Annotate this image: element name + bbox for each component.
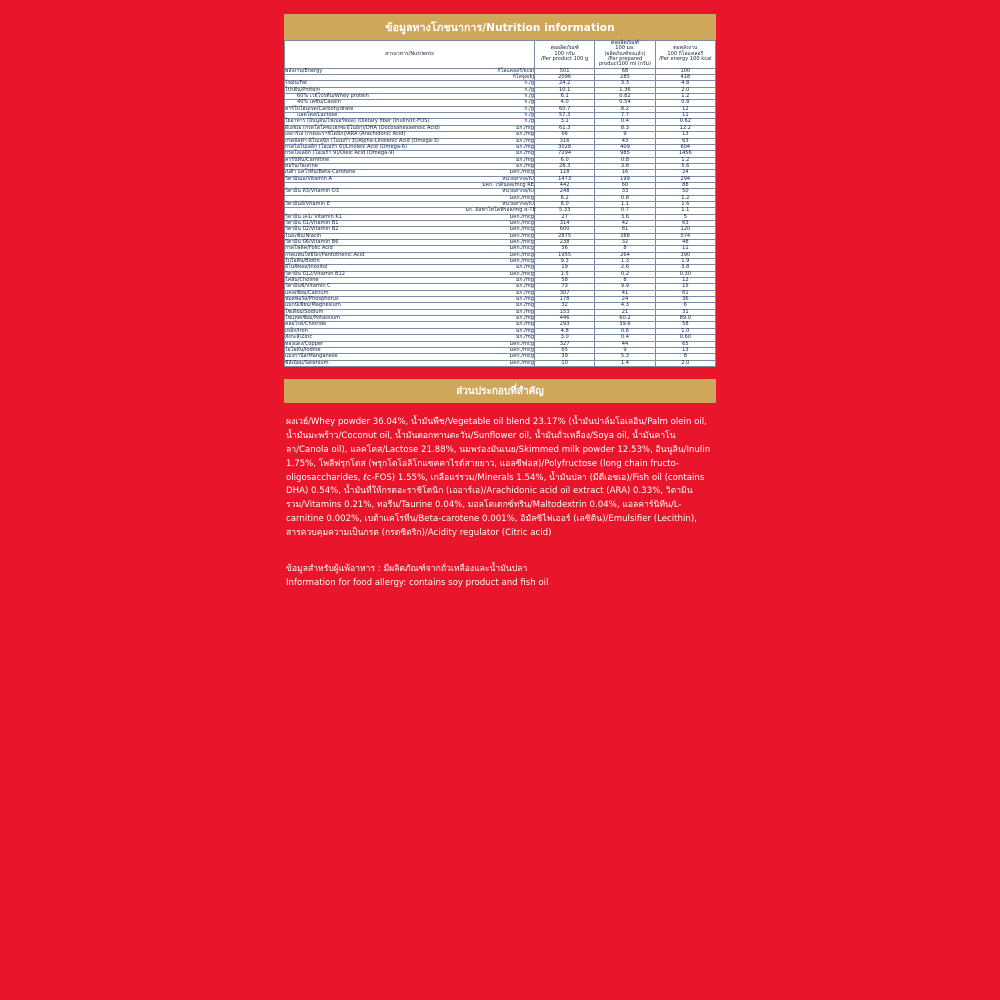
nutrient-value-1: 24.2 bbox=[534, 81, 594, 87]
nutrient-name: เออาร์เอ (กรดอะราชิโดนิก)/ARA (Arachidonic Acid) bbox=[285, 132, 466, 138]
nutrient-value-3: 574 bbox=[655, 233, 715, 239]
nutrient-value-2: 1.36 bbox=[595, 87, 655, 93]
nutrient-value-2: 9 bbox=[595, 347, 655, 353]
nutrient-value-3: 100 bbox=[655, 68, 715, 74]
nutrient-value-1: 66 bbox=[534, 132, 594, 138]
nutrient-value-1: 1473 bbox=[534, 176, 594, 182]
nutrient-value-2: 8 bbox=[595, 278, 655, 284]
nutrient-name: พลังงาน/Energy bbox=[285, 68, 466, 74]
nutrient-value-2: 21 bbox=[595, 309, 655, 315]
nutrient-value-3: 11 bbox=[655, 113, 715, 119]
nutrient-value-1: 56 bbox=[534, 246, 594, 252]
nutrient-unit: ก./g bbox=[466, 106, 535, 112]
col3-line2: 100 กิโลแคลอรี bbox=[667, 50, 704, 57]
nutrient-name: แมกนีเซียม/Magnesium bbox=[285, 303, 466, 309]
nutrient-name: เหล็ก/Iron bbox=[285, 328, 466, 334]
nutrient-value-1: 9.3 bbox=[534, 259, 594, 265]
nutrient-value-2: 264 bbox=[595, 252, 655, 258]
nutrient-value-1: 28.3 bbox=[534, 163, 594, 169]
nutrient-value-2: 0.7 bbox=[595, 208, 655, 214]
nutrient-name: คาร์โบไฮเดรต/Carbohydrate bbox=[285, 106, 466, 112]
nutrient-unit: มก./mg bbox=[466, 163, 535, 169]
nutrient-value-2: 3.3 bbox=[595, 81, 655, 87]
nutrient-name: วิตามิน เค1/ Vitamin K1 bbox=[285, 214, 466, 220]
nutrient-value-2: 0.8 bbox=[595, 195, 655, 201]
nutrient-name: วิตามิน บี12/Vitamin B12 bbox=[285, 271, 466, 277]
nutrient-unit: มคก./mcg bbox=[466, 195, 535, 201]
nutrient-unit: มก./mg bbox=[466, 303, 535, 309]
nutrient-value-2: 2.6 bbox=[595, 265, 655, 271]
nutrient-value-3: 12 bbox=[655, 106, 715, 112]
nutrient-unit: มคก./mcg bbox=[466, 246, 535, 252]
col3-line1: ต่อพลังงาน bbox=[673, 45, 698, 52]
nutrient-unit: มคก./mcg bbox=[466, 233, 535, 239]
nutrient-name: เบต้า แคโรทีน/Beta-Carotene bbox=[285, 170, 466, 176]
nutrient-value-2: 32 bbox=[595, 240, 655, 246]
col1-line1: ต่อผลิตภัณฑ์ bbox=[550, 45, 579, 52]
nutrient-name: ทองแดง/Copper bbox=[285, 341, 466, 347]
nutrient-value-1: 4.0 bbox=[534, 100, 594, 106]
nutrient-value-3: 1.1 bbox=[655, 208, 715, 214]
nutrient-value-2: 8 bbox=[595, 246, 655, 252]
nutrient-value-3: 58 bbox=[655, 322, 715, 328]
nutrient-unit: มก./mg bbox=[466, 297, 535, 303]
nutrient-value-1: 5.33 bbox=[534, 208, 594, 214]
nutrient-value-3: 15 bbox=[655, 284, 715, 290]
nutrient-value-2: 0.2 bbox=[595, 271, 655, 277]
nutrient-value-2: 0.4 bbox=[595, 335, 655, 341]
nutrient-value-3: 8 bbox=[655, 354, 715, 360]
nutrient-value-3: 50 bbox=[655, 189, 715, 195]
nutrient-value-2: 5.3 bbox=[595, 354, 655, 360]
nutrient-value-3: 5 bbox=[655, 214, 715, 220]
nutrient-name: วิตามิน บี6/Vitamin B6 bbox=[285, 240, 466, 246]
nutrient-value-2: 0.8 bbox=[595, 157, 655, 163]
nutrient-name: โปรตีน/Protein bbox=[285, 87, 466, 93]
nutrient-unit: ก./g bbox=[466, 119, 535, 125]
nutrient-value-3: 1.0 bbox=[655, 328, 715, 334]
nutrient-value-2: 81 bbox=[595, 227, 655, 233]
nutrient-value-2: 8.3 bbox=[595, 125, 655, 131]
nutrient-unit: มก./mg bbox=[466, 144, 535, 150]
nutrient-unit: ก./g bbox=[466, 94, 535, 100]
nutrient-value-2: 4.3 bbox=[595, 303, 655, 309]
nutrient-value-3: 1.2 bbox=[655, 157, 715, 163]
nutrient-value-3: 1.6 bbox=[655, 201, 715, 207]
nutrient-unit: มก./mg bbox=[466, 284, 535, 290]
nutrient-name: แลคโตส/Lactose bbox=[285, 113, 466, 119]
nutrient-unit: มก./mg bbox=[466, 132, 535, 138]
nutrient-value-1: 178 bbox=[534, 297, 594, 303]
nutrient-value-2: 42 bbox=[595, 220, 655, 226]
nutrient-value-1: 61.3 bbox=[534, 125, 594, 131]
nutrient-value-3: 12.2 bbox=[655, 125, 715, 131]
nutrient-value-3: 6 bbox=[655, 303, 715, 309]
nutrient-name: ไอโอดีน/Iodine bbox=[285, 347, 466, 353]
nutrient-name: วิตามินอี/Vitamin E bbox=[285, 201, 466, 207]
nutrient-value-3: 5.6 bbox=[655, 163, 715, 169]
nutrient-value-1: 2875 bbox=[534, 233, 594, 239]
nutrient-name: ฟอสฟอรัส/Phosphorus bbox=[285, 297, 466, 303]
nutrient-value-1: 10 bbox=[534, 360, 594, 366]
nutrient-value-1: 248 bbox=[534, 189, 594, 195]
nutrient-unit: มก./mg bbox=[466, 322, 535, 328]
nutrient-unit: กิโลแคลอรี/kcal bbox=[466, 68, 535, 74]
nutrient-value-3: 1.2 bbox=[655, 195, 715, 201]
nutrient-value-2: 8.2 bbox=[595, 106, 655, 112]
nutrient-value-2: 0.4 bbox=[595, 119, 655, 125]
nutrient-unit: มคก./mcg bbox=[466, 271, 535, 277]
nutrient-unit: มก./mg bbox=[466, 290, 535, 296]
col1-line2: 100 กรัม bbox=[554, 50, 575, 57]
nutrient-value-2: 16 bbox=[595, 170, 655, 176]
nutrient-value-1: 58 bbox=[534, 278, 594, 284]
nutrient-value-1: 6.2 bbox=[534, 195, 594, 201]
nutrient-value-3: 65 bbox=[655, 341, 715, 347]
nutrient-value-3: 418 bbox=[655, 75, 715, 81]
nutrient-name: ไนอะซิน/Niacin bbox=[285, 233, 466, 239]
nutrient-value-1: 19 bbox=[534, 265, 594, 271]
nutrient-value-3: 88 bbox=[655, 182, 715, 188]
nutrient-name: วิตามินเอ/Vitamin A bbox=[285, 176, 466, 182]
nutrient-value-3: 63 bbox=[655, 220, 715, 226]
nutrition-table bbox=[284, 40, 716, 367]
nutrient-value-2: 0.6 bbox=[595, 328, 655, 334]
nutrient-unit: มคก./mcg bbox=[466, 354, 535, 360]
nutrient-unit: กิโลจูล/kJ bbox=[466, 75, 535, 81]
nutrient-unit: มก./mg bbox=[466, 328, 535, 334]
nutrient-value-3: 1456 bbox=[655, 151, 715, 157]
nutrient-value-1: 153 bbox=[534, 309, 594, 315]
nutrient-value-1: 442 bbox=[534, 182, 594, 188]
nutrient-value-3: 89.0 bbox=[655, 316, 715, 322]
nutrient-name: คลอไรด์/Chloride bbox=[285, 322, 466, 328]
ingredients-body: ผงเวย์/Whey powder 36.04%, น้ำมันพืช/Vegetable oil blend 23.17% (น้ำมันปาล์มโอเลอิน/Palm olein oil, น้ำมันมะพร้าว/Coconut oil, น้ำมันดอกทานตะวัน/Sunflower oil, น้ำมันถั่วเหลือง/Soya oil, น้ำมันคาโนลา/Canola oil), แลคโตส/Lactose 21.88%, นมพร่องมันเนย/Skimmed milk powder 12.53%, อินนูลิน/Inulin 1.75%, โพลีฟรุกโตส (พรุกโตโอลิโกแซคคาไรด์สายยาว, แอลซีฟอส)/Polyfructose (long chain fructo-oligosaccharides, ℓc-FOS) 1.55%, เกลือแร่รวม/Minerals 1.54%, น้ำมันปลา (มีดีเอชเอ)/Fish oil (contains DHA) 0.54%, น้ำมันที่ให้กรดอะราชิโดนิก (เออาร์เอ)/Arachidonic acid oil extract (ARA) 0.33%, วิตามินรวม/Vitamins 0.21%, ทอรีน/Taurine 0.04%, มอลโตเดกซ์ทริน/Maltodextrin 0.04%, แอลคาร์นิทีน/L-carnitine 0.002%, เบต้าแคโรทีน/Beta-carotene 0.001%, อิมัลซิไฟเออร์ (เลซิติน)/Emulsifier (Lecithin), สารควบคุมความเป็นกรด (กรดซิตริก)/Acidity regulator (Citric acid) bbox=[286, 416, 711, 539]
nutrient-value-1: 65 bbox=[534, 347, 594, 353]
nutrient-value-2: 199 bbox=[595, 176, 655, 182]
nutrient-value-2: 0.54 bbox=[595, 100, 655, 106]
nutrient-name: คาร์นิทีน/Carnitine bbox=[285, 157, 466, 163]
nutrient-value-3: 63 bbox=[655, 138, 715, 144]
nutrient-unit: หน่วยสากล/IU bbox=[466, 201, 535, 207]
nutrient-name: ซีลีเนียม/Selenium bbox=[285, 360, 466, 366]
nutrient-name: อีโนซิทอล/Inositol bbox=[285, 265, 466, 271]
nutrient-value-3: 120 bbox=[655, 227, 715, 233]
nutrient-value-1: 27 bbox=[534, 214, 594, 220]
nutrient-value-1: 327 bbox=[534, 341, 594, 347]
nutrient-value-3: 4.8 bbox=[655, 81, 715, 87]
nutrient-value-1: 73 bbox=[534, 284, 594, 290]
nutrient-unit: มคก./mcg bbox=[466, 170, 535, 176]
nutrient-name: กรดไลโนเลอิก (โอเมก้า 6)/Linoleic Acid (Omega-6) bbox=[285, 144, 466, 150]
table-header-row bbox=[285, 41, 716, 69]
nutrient-value-1: 7294 bbox=[534, 151, 594, 157]
nutrient-value-1: 39 bbox=[534, 354, 594, 360]
nutrient-value-3: 11 bbox=[655, 246, 715, 252]
table-row bbox=[285, 360, 716, 366]
allergy-line-th: ข้อมูลสำหรับผู้แพ้อาหาร : มีผลิตภัณฑ์จากถั่วเหลืองและน้ำมันปลา bbox=[286, 564, 528, 575]
nutrient-value-2: 41 bbox=[595, 290, 655, 296]
nutrient-value-1: 238 bbox=[534, 240, 594, 246]
nutrient-value-3: 61 bbox=[655, 290, 715, 296]
nutrient-unit: มคก./mcg bbox=[466, 220, 535, 226]
nutrient-value-1: 10.1 bbox=[534, 87, 594, 93]
nutrient-value-1: 314 bbox=[534, 220, 594, 226]
nutrient-name: โพแทสเซียม/Potassium bbox=[285, 316, 466, 322]
nutrient-unit: มก./mg bbox=[466, 278, 535, 284]
col-per-100g bbox=[534, 41, 594, 69]
nutrient-name: วิตามิน บี1/Vitamin B1 bbox=[285, 220, 466, 226]
nutrient-value-1: 3028 bbox=[534, 144, 594, 150]
nutrient-value-1: 316 bbox=[534, 138, 594, 144]
nutrient-unit: มคก. เรดินอล/mcg RE bbox=[466, 182, 535, 188]
nutrient-value-2: 24 bbox=[595, 297, 655, 303]
nutrient-value-1: 446 bbox=[534, 316, 594, 322]
nutrient-unit: มก./mg bbox=[466, 309, 535, 315]
nutrient-unit: มคก./mcg bbox=[466, 252, 535, 258]
nutrient-value-1: 501 bbox=[534, 68, 594, 74]
nutrient-value-2: 60 bbox=[595, 182, 655, 188]
nutrient-value-2: 68 bbox=[595, 68, 655, 74]
nutrient-value-1: 118 bbox=[534, 170, 594, 176]
nutrient-value-1: 1.5 bbox=[534, 271, 594, 277]
nutrient-unit: ก./g bbox=[466, 113, 535, 119]
nutrient-value-3: 31 bbox=[655, 309, 715, 315]
nutrient-value-2: 1.1 bbox=[595, 201, 655, 207]
nutrient-value-3: 3.8 bbox=[655, 265, 715, 271]
nutrient-value-2: 0.82 bbox=[595, 94, 655, 100]
nutrient-value-3: 294 bbox=[655, 176, 715, 182]
nutrient-value-1: 1955 bbox=[534, 252, 594, 258]
nutrient-value-3: 24 bbox=[655, 170, 715, 176]
nutrient-value-3: 36 bbox=[655, 297, 715, 303]
nutrient-unit: มคก./mcg bbox=[466, 214, 535, 220]
nutrient-unit: มก./mg bbox=[466, 125, 535, 131]
nutrient-unit: มก./mg bbox=[466, 316, 535, 322]
nutrient-value-2: 1.3 bbox=[595, 259, 655, 265]
nutrient-unit: มคก./mcg bbox=[466, 227, 535, 233]
nutrient-value-3: 604 bbox=[655, 144, 715, 150]
nutrient-unit: มก. อัลฟาโทโคฟีรอล/mg α-TE bbox=[465, 207, 536, 214]
nutrient-value-3: 13 bbox=[655, 347, 715, 353]
nutrient-name: วิตามิน ดี3/Vitamin D3 bbox=[285, 189, 466, 195]
nutrient-unit: มคก./mcg bbox=[466, 240, 535, 246]
nutrient-name: ไขมัน/Fat bbox=[285, 81, 466, 87]
nutrient-name: แมงกานีส/Manganese bbox=[285, 354, 466, 360]
nutrient-value-2: 985 bbox=[595, 151, 655, 157]
nutrient-value-3: 2.0 bbox=[655, 360, 715, 366]
nutrition-panel bbox=[284, 14, 716, 591]
nutrient-name: กรดแพนโทธินิก/Pantothenic Acid bbox=[285, 252, 466, 258]
nutrient-value-2: 1.4 bbox=[595, 360, 655, 366]
allergy-line-en: Information for food allergy: contains soy product and fish oil bbox=[286, 577, 549, 588]
col-per-100kcal bbox=[655, 41, 715, 69]
nutrition-header: ข้อมูลทางโภชนาการ/Nutrition information bbox=[284, 14, 716, 40]
col-per-100ml bbox=[595, 41, 655, 69]
nutrient-unit: มก./mg bbox=[466, 157, 535, 163]
ingredients-header: ส่วนประกอบที่สำคัญ bbox=[284, 379, 716, 403]
nutrient-name: โซเดียม/Sodium bbox=[285, 309, 466, 315]
nutrient-value-2: 33 bbox=[595, 189, 655, 195]
nutrient-name: กรดโฟลิค/Folic Acid bbox=[285, 246, 466, 252]
nutrient-name: ทอรีน/Taurine bbox=[285, 163, 466, 169]
nutrient-value-1: 307 bbox=[534, 290, 594, 296]
nutrient-unit: มคก./mcg bbox=[466, 347, 535, 353]
nutrient-unit: ก./g bbox=[466, 81, 535, 87]
nutrient-unit: หน่วยสากล/IU bbox=[466, 189, 535, 195]
nutrient-value-3: 0.62 bbox=[655, 119, 715, 125]
nutrient-name: สังกะสี/Zinc bbox=[285, 335, 466, 341]
nutrient-value-2: 409 bbox=[595, 144, 655, 150]
nutrient-unit: มคก./mcg bbox=[466, 341, 535, 347]
nutrient-name: กรดอัลฟา-ลิโนเลนิก (โอเมก้า 3)/Alpha-Linolenic Acid (Omega-3) bbox=[285, 138, 466, 144]
col2-line3: (ผลิตภัณฑ์ชงแล้ว) bbox=[604, 50, 646, 57]
nutrient-value-1: 4.8 bbox=[534, 328, 594, 334]
nutrient-name: วิตามิน บี2/Vitamin B2 bbox=[285, 227, 466, 233]
nutrient-unit: ก./g bbox=[466, 87, 535, 93]
col-nutrients: สารอาหาร/Nutrients bbox=[285, 41, 535, 69]
nutrient-name: ไบโอติน/Biotin bbox=[285, 259, 466, 265]
nutrient-value-3: 0.30 bbox=[655, 271, 715, 277]
nutrient-value-2: 44 bbox=[595, 341, 655, 347]
nutrient-unit: มก./mg bbox=[466, 335, 535, 341]
nutrient-value-3: 0.60 bbox=[655, 335, 715, 341]
nutrient-unit: มคก./mcg bbox=[466, 360, 535, 366]
nutrient-unit: มก./mg bbox=[466, 265, 535, 271]
nutrient-value-1: 32 bbox=[534, 303, 594, 309]
nutrient-value-3: 1.2 bbox=[655, 94, 715, 100]
nutrient-value-1: 60.7 bbox=[534, 106, 594, 112]
nutrient-value-2: 9.9 bbox=[595, 284, 655, 290]
nutrient-name: กรดโอเลอิก (โอเมก้า 9)/Oleic Acid (Omega-9) bbox=[285, 151, 466, 157]
nutrient-value-3: 0.8 bbox=[655, 100, 715, 106]
nutrient-value-2: 7.7 bbox=[595, 113, 655, 119]
nutrient-value-1: 6.0 bbox=[534, 157, 594, 163]
nutrient-value-1: 8.0 bbox=[534, 201, 594, 207]
nutrient-value-3: 1.9 bbox=[655, 259, 715, 265]
nutrient-name: วิตามินซี/Vitamin C bbox=[285, 284, 466, 290]
nutrient-value-2: 285 bbox=[595, 75, 655, 81]
nutrient-unit: มคก./mcg bbox=[466, 259, 535, 265]
nutrient-unit: มก./mg bbox=[466, 151, 535, 157]
nutrient-value-1: 293 bbox=[534, 322, 594, 328]
nutrient-value-2: 39.6 bbox=[595, 322, 655, 328]
nutrient-value-1: 3.1 bbox=[534, 119, 594, 125]
col3-line3: /Per energy 100 kcal bbox=[659, 56, 712, 63]
allergy-info bbox=[284, 563, 716, 591]
nutrient-name: 40% เคซีน/Casein bbox=[285, 100, 466, 106]
nutrient-value-1: 57.3 bbox=[534, 113, 594, 119]
nutrient-value-1: 600 bbox=[534, 227, 594, 233]
col2-line4: /Per prepared product100 ml (กรัม) bbox=[598, 56, 652, 68]
col2-line2: 100 มล. bbox=[615, 45, 635, 52]
nutrient-unit: หน่วยสากล/IU bbox=[466, 176, 535, 182]
col2-line1: ต่อผลิตภัณฑ์ bbox=[610, 40, 640, 46]
nutrient-value-2: 3.6 bbox=[595, 214, 655, 220]
nutrient-value-2: 388 bbox=[595, 233, 655, 239]
nutrient-name: ใยอาหาร (อินนูลิน/ไฟเบอร์ซอล) /Dietary fiber (Inulin/ℓc-FOS) bbox=[285, 119, 466, 125]
nutrient-value-2: 43 bbox=[595, 138, 655, 144]
nutrient-name: แคลเซียม/Calcium bbox=[285, 290, 466, 296]
nutrient-name: ดีเอชเอ (กรดโดโคซะเฮกซะอีโนอิก)/DHA (Docosahexaenoic Acid) bbox=[285, 125, 466, 131]
nutrient-value-3: 13 bbox=[655, 132, 715, 138]
nutrient-name: 60% เวย์โปรตีน/Whey protein bbox=[285, 94, 466, 100]
nutrient-value-3: 12 bbox=[655, 278, 715, 284]
col1-line3: /Per product 100 g bbox=[541, 56, 589, 63]
nutrient-value-2: 3.8 bbox=[595, 163, 655, 169]
nutrient-value-2: 9 bbox=[595, 132, 655, 138]
nutrient-value-1: 3.0 bbox=[534, 335, 594, 341]
nutrient-name: โคลีน/Choline bbox=[285, 278, 466, 284]
nutrient-value-3: 390 bbox=[655, 252, 715, 258]
nutrient-value-2: 60.2 bbox=[595, 316, 655, 322]
nutrient-value-1: 6.1 bbox=[534, 94, 594, 100]
nutrient-unit: ก./g bbox=[466, 100, 535, 106]
nutrient-value-3: 48 bbox=[655, 240, 715, 246]
nutrient-value-1: 2096 bbox=[534, 75, 594, 81]
nutrient-unit: มก./mg bbox=[466, 138, 535, 144]
nutrition-table-body bbox=[285, 68, 716, 366]
nutrient-value-3: 2.0 bbox=[655, 87, 715, 93]
